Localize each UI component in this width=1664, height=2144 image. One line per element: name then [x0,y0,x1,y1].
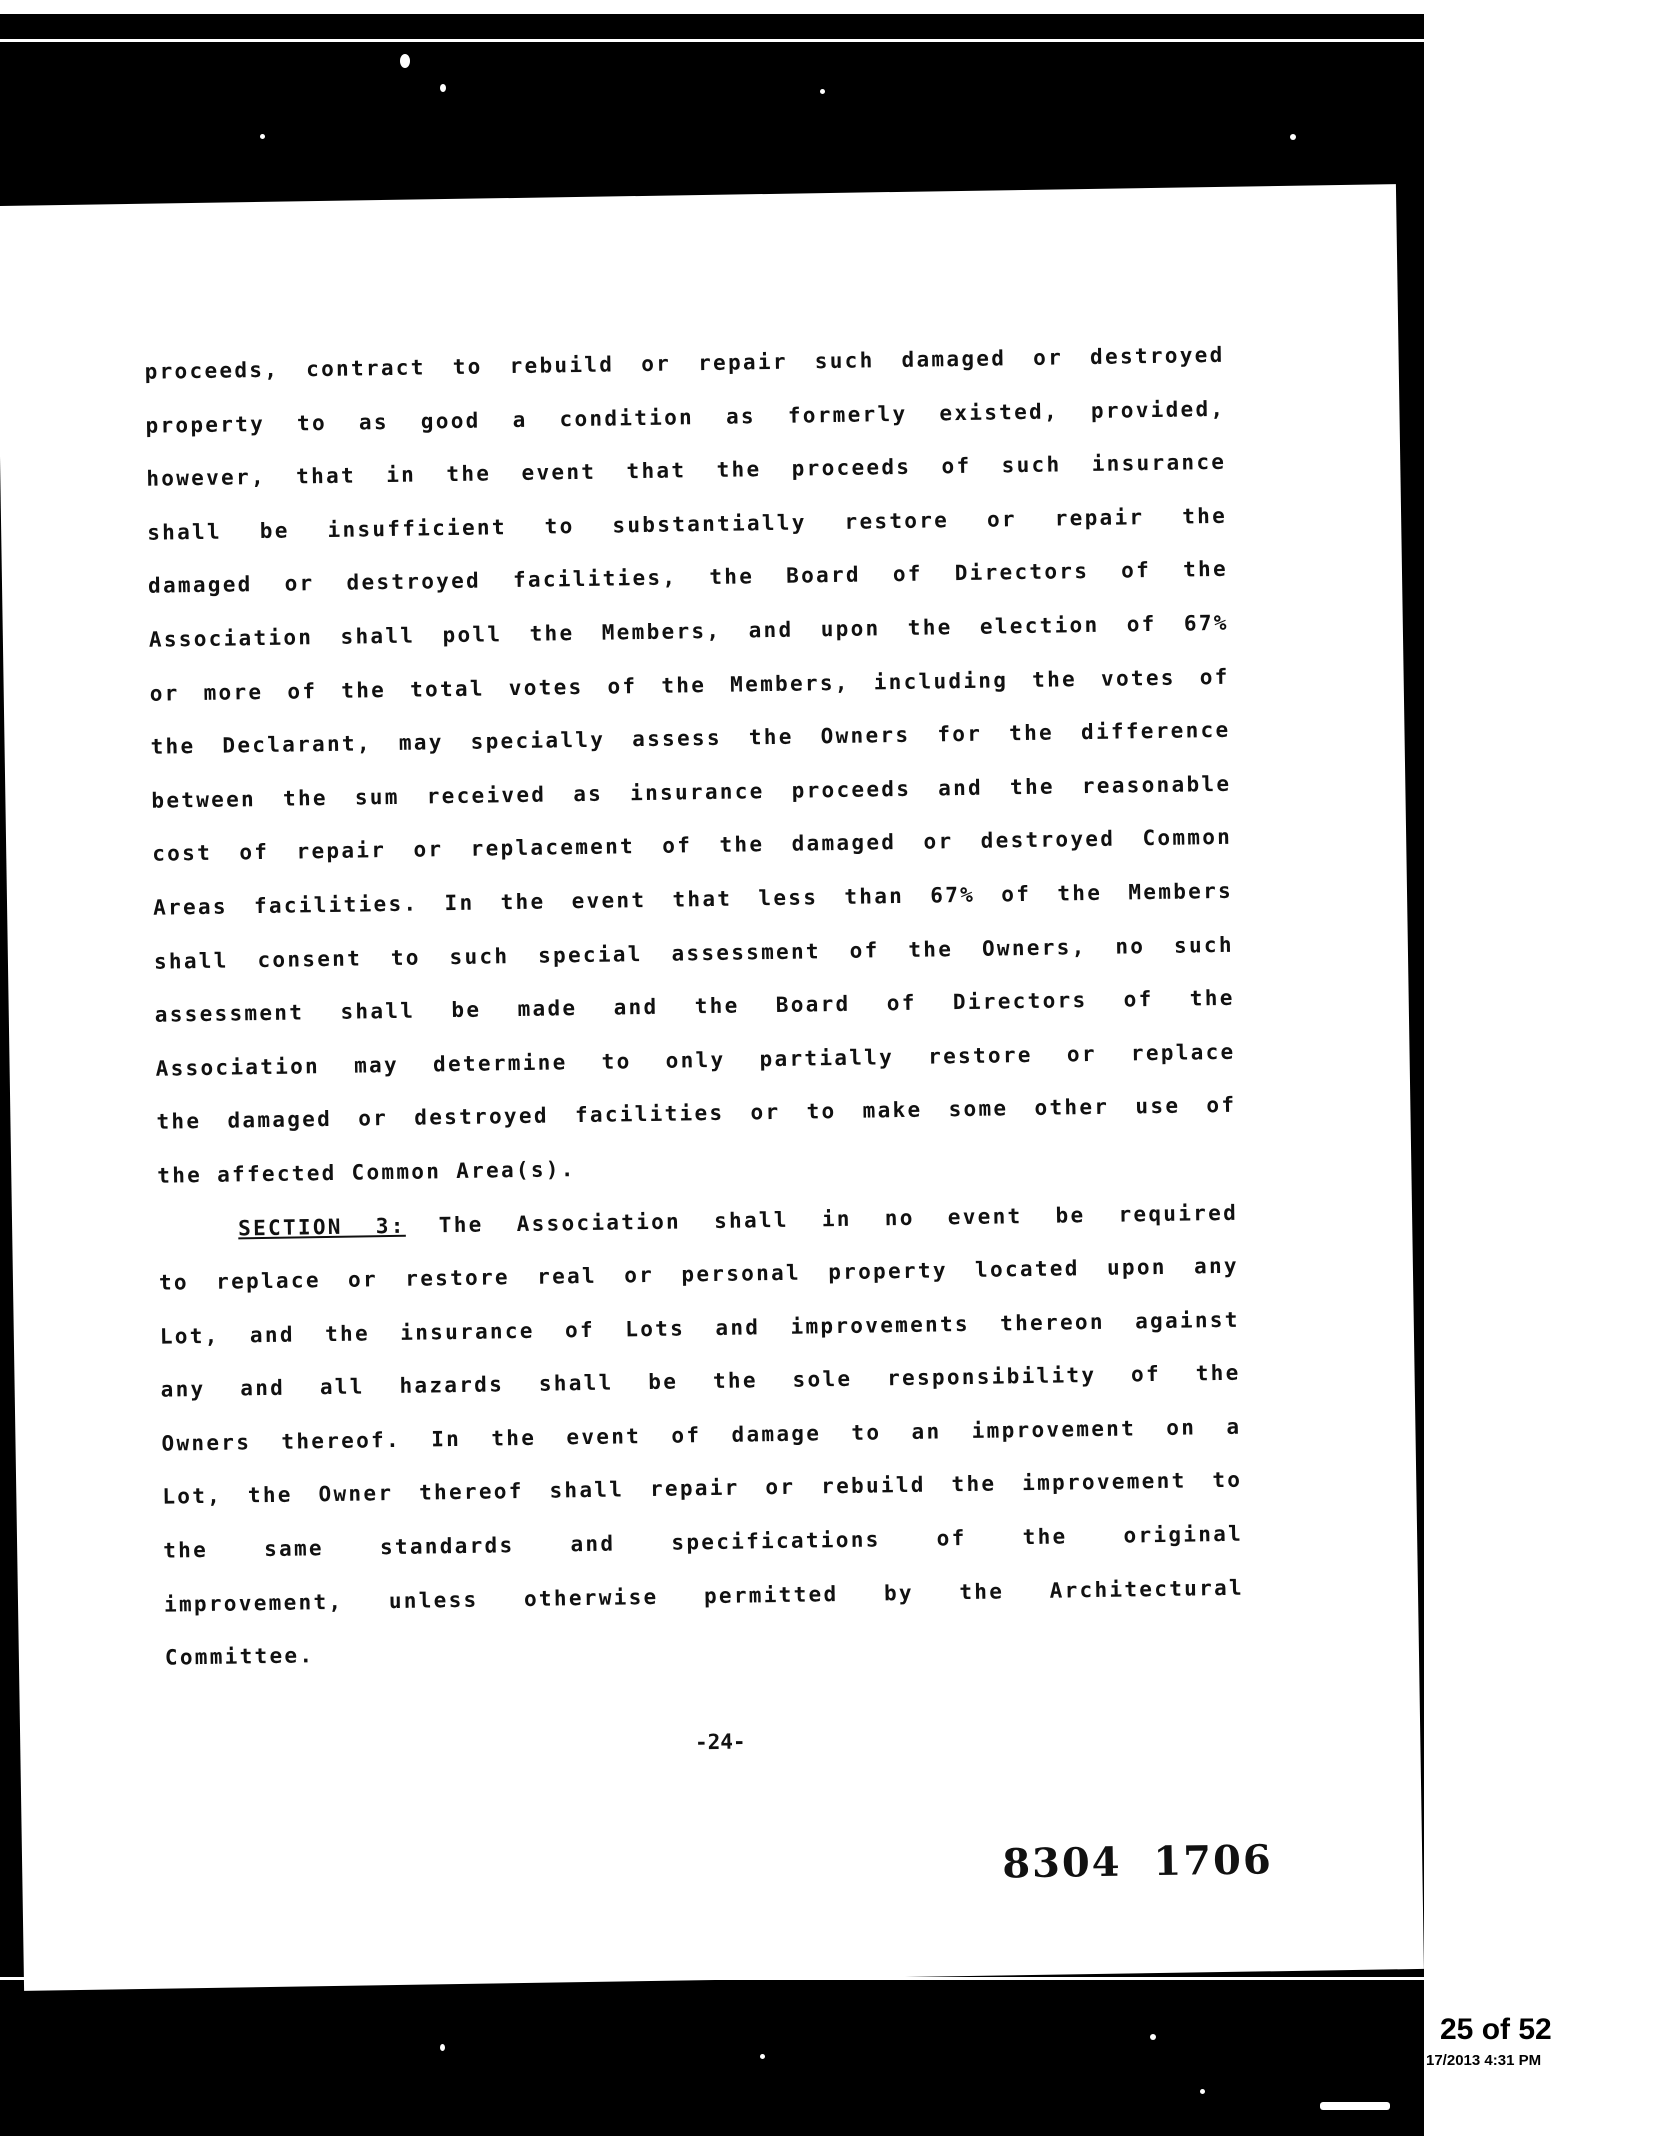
body-line: property to as good a condition as formerly existed, provided, [145,396,1226,438]
body-line: Lot, the Owner thereof shall repair or rebuild the improvement to [162,1468,1243,1510]
body-line: Association may determine to only partially restore or replace [155,1039,1236,1081]
body-line: between the sum received as insurance proceeds and the reasonable [151,771,1232,813]
body-line: cost of repair or replacement of the damaged or destroyed Common [152,825,1233,867]
scan-noise [820,89,825,94]
scan-noise [260,134,265,139]
body-line: any and all hazards shall be the sole responsibility of the [160,1360,1241,1402]
page-count-indicator: 25 of 52 [1440,2013,1552,2046]
scan-noise [760,2054,765,2059]
body-line: proceeds, contract to rebuild or repair such damaged or destroyed [144,342,1225,384]
section-first-line: The Association shall in no event be required [438,1200,1239,1237]
scan-noise [440,2044,445,2051]
body-line: Lot, and the insurance of Lots and improvements thereon against [159,1307,1240,1349]
print-timestamp: 17/2013 4:31 PM [1426,2052,1542,2069]
body-line: shall consent to such special assessment of the Owners, no such [153,932,1235,974]
body-line: Committee. [164,1643,315,1670]
body-line: improvement, unless otherwise permitted by the Architectural [163,1575,1245,1617]
body-line: damaged or destroyed facilities, the Board of Directors of the [147,557,1229,599]
body-line: or more of the total votes of the Members, including the votes of [149,664,1230,706]
body-line: Owners thereof. In the event of damage to an improvement on a [161,1414,1242,1456]
document-page [0,184,1424,1991]
scan-border-line [0,39,1424,42]
scan-noise [1150,2034,1156,2040]
body-line: assessment shall be made and the Board of Directors of the [154,985,1235,1027]
scan-noise [1200,2089,1205,2094]
document-body [144,329,1245,1686]
body-line: to replace or restore real or personal property located upon any [158,1253,1240,1295]
body-line: however, that in the event that the proceeds of such insurance [146,450,1227,491]
body-line: the Declarant, may specially assess the Owners for the difference [150,717,1231,759]
section-label: SECTION 3: [237,1213,406,1240]
body-line: the affected Common Area(s). [157,1157,576,1188]
body-line: shall be insufficient to substantially restore or repair the [147,503,1228,545]
scan-noise [1320,2102,1390,2110]
scan-noise [440,84,446,92]
body-line: Association shall poll the Members, and upon the election of 67% [148,610,1229,652]
body-line: Areas facilities. In the event that less than 67% of the Members [152,878,1234,920]
scanned-page-frame [0,14,1424,2136]
scan-noise [400,54,410,68]
book-page-stamp: 8304 1706 [1001,1836,1274,1888]
page-number: -24- [694,1729,746,1755]
body-line: the damaged or destroyed facilities or to make some other use of [156,1093,1237,1135]
scan-noise [1290,134,1296,140]
body-line: the same standards and specifications of the original [163,1521,1244,1563]
